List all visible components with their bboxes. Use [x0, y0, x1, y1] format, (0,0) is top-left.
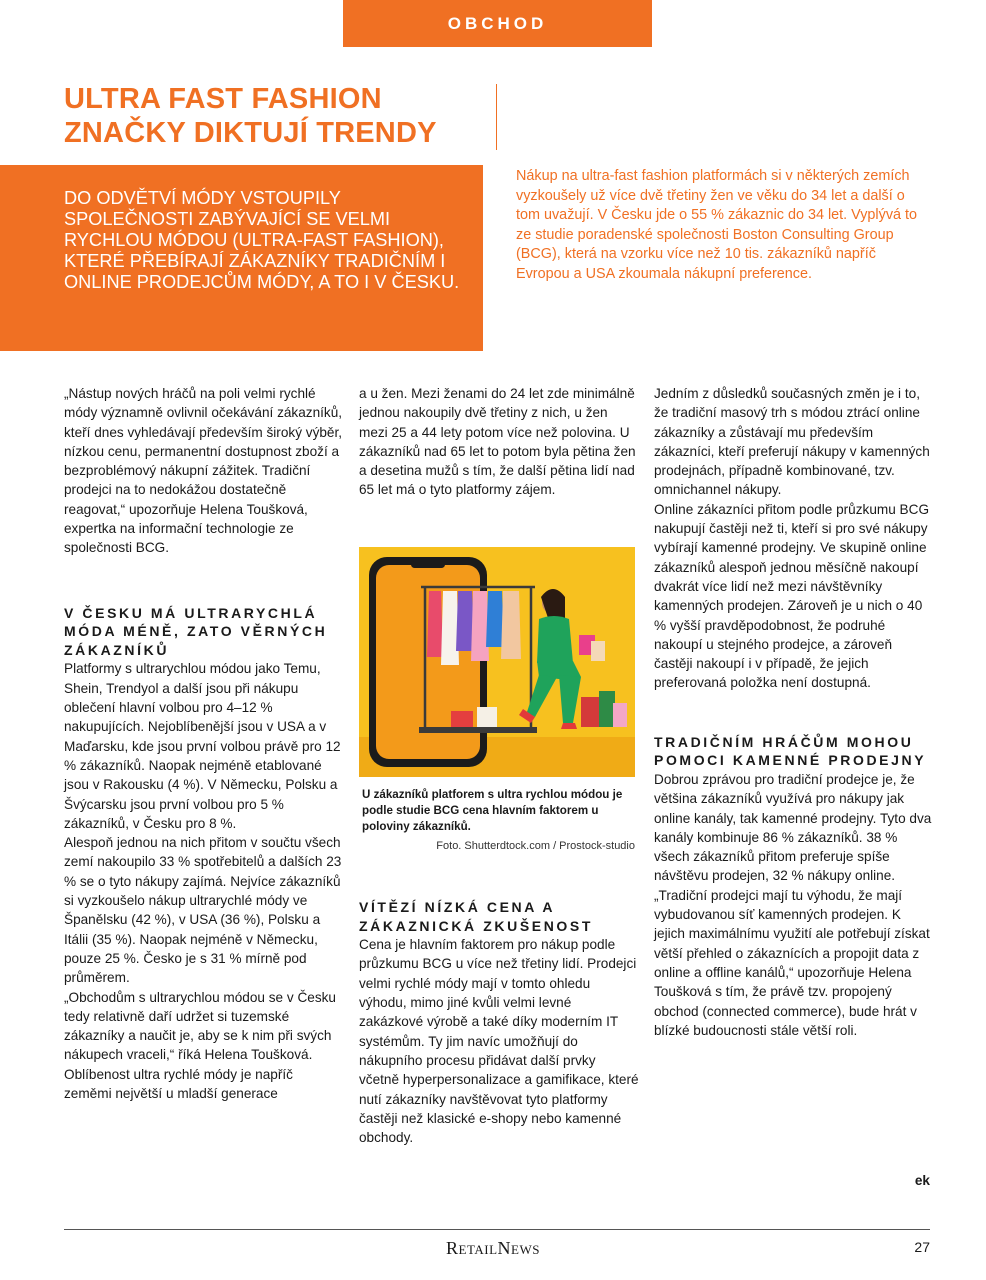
phone-illustration [369, 557, 487, 767]
headline-line-2: ZNAČKY DIKTUJÍ TRENDY [64, 117, 437, 149]
footer-divider [64, 1229, 930, 1230]
column-2-bottom [359, 898, 639, 1147]
photo-caption: U zákazníků platforem s ultra rychlou módou je podle studie BCG cena hlavním faktorem u poloviny zákazníků. [362, 788, 623, 833]
paragraph: Oblíbenost ultra rychlé módy je napříč zeměmi největší u mladší generace [64, 1066, 293, 1101]
article-photo [359, 547, 635, 777]
paragraph: Jedním z důsledků současných změn je i to, že tradiční masový trh s módou ztrácí online zákazníky a zůstávají mu především zákazníci, kteří preferují nákupy v kamenných prodejnách, případně kombinované, tzv. omnichannel nákupy. [654, 386, 930, 498]
headline-line-1: ULTRA FAST FASHION [64, 83, 382, 115]
subheading: TRADIČNÍM HRÁČŮM MOHOU POMOCI KAMENNÉ PRODEJNY [654, 733, 927, 769]
paragraph: Cena je hlavním faktorem pro nákup podle průzkumu BCG u více než třetiny lidí. Prodejci velmi rychlé módy mají v tomto ohledu výhodu, mimo jiné kvůli velmi levné zakázkové výrobě a také díky moderním IT systémům. Ty jim navíc umožňují do nákupního procesu přidávat další prvky včetně hyperpersonalizace a gamifikace, které nutí zákazníky navštěvovat tyto platformy častěji než klasické e-shopy nebo kamenné obchody. [359, 937, 639, 1146]
footer-logo: RetailNews [446, 1238, 540, 1258]
headline-divider [496, 84, 497, 150]
paragraph: a u žen. Mezi ženami do 24 let zde minimálně jednou nakoupily dvě třetiny z nich, u žen mezi 25 a 44 lety potom více než polovina. U zákazníků nad 65 let to potom byla pětina žen a desetina mužů s tím, že další pětina lidí nad 65 let má o tyto platformy zájem. [359, 386, 636, 498]
intro-paragraph: Nákup na ultra-fast fashion platformách si v některých zemích vyzkoušely už více dvě třetiny žen ve věku do 34 let a další o tom uvažují. V Česku jde o 55 % zákaznic do 34 let. Vyplývá to ze studie poradenské společnosti Boston Consulting Group (BCG), která na vzorku více než 10 tis. zákazníků napříč Evropou a USA zkoumala nákupní preference. [516, 168, 918, 282]
column-1 [64, 384, 344, 1103]
paragraph: Online zákazníci přitom podle průzkumu BCG nakupují častěji než ti, kteří si pro své nákupy vybírají kamenné prodejny. Ve skupině online zákazníků alespoň jednou měsíčně nakoupí dvakrát více lidí než mezi návštěvníky kamenných prodejen. Zároveň je u nich o 40 % vyšší pravděpodobnost, že podruhé nakoupí u stejného prodejce, a zároveň častěji nakoupí i v případě, že jejich preferovaná položka není dostupná. [654, 501, 930, 691]
subheading: VÍTĚZÍ NÍZKÁ CENA A ZÁKAZNICKÁ ZKUŠENOST [359, 899, 593, 934]
headline [64, 82, 494, 150]
column-3 [654, 384, 934, 1040]
paragraph: Alespoň jednou na nich přitom v součtu všech zemí nakoupilo 33 % spotřebitelů a dalších 23 % se o tyto nákupy zajímá. Nejvíce zákazníků si vyzkoušelo nákup ultrarychlé módy ve Španělsku (42 %), v USA (36 %), Polsku a Itálii (35 %). Naopak nejméně v Německu, pouze 25 %. Česko je s 31 % mírně pod průměrem. [64, 835, 342, 986]
author-signature: ek [914, 1173, 930, 1188]
paragraph: Dobrou zprávou pro tradiční prodejce je, že většina zákazníků využívá pro nákupy jak online kanály, tak kamenné prodejny. Tyto dva kanály kombinuje 86 % zákazníků. 38 % všech zákazníků přitom preferuje spíše návštěvu prodejen, 32 % nákupy online. [654, 771, 932, 884]
photo-credit: Foto. Shutterdtock.com / Prostock-studio [436, 840, 635, 852]
paragraph: „Tradiční prodejci mají tu výhodu, že mají vybudovanou síť kamenných prodejen. K jejich maximálnímu využití ale potřebují získat větší přehled o zákaznících a propojit data z online a offline kanálů,“ upozorňuje Helena Toušková s tím, že právě tzv. propojený obchod (connected commerce), bude hrát v blízké budoucnosti stále větší roli. [654, 887, 930, 1038]
paragraph: Platformy s ultrarychlou módou jako Temu, Shein, Trendyol a další jsou při nákupu oblečení hlavní volbou pro 4–12 % nakupujících. Nejoblíbenější jsou v USA a v Maďarsku, kde jsou první volbou právě pro 12 % zákazníků. Naopak nejméně etablované jsou v Rakousku (4 %). V Německu, Polsku a Švýcarsku jsou první volbou pro 5 % zákazníků, v Česku pro 8 %. [64, 661, 341, 831]
paragraph: „Obchodům s ultrarychlou módou se v Česku tedy relativně daří udržet si tuzemské zákazníky a naučit je, aby se k nim při svých nákupech vraceli,“ říká Helena Toušková. [64, 989, 336, 1063]
section-tab: OBCHOD [343, 0, 652, 47]
lead-text: DO ODVĚTVÍ MÓDY VSTOUPILY SPOLEČNOSTI ZABÝVAJÍCÍ SE VELMI RYCHLOU MÓDOU (ULTRA-FAST FASHION), KTERÉ PŘEBÍRAJÍ ZÁKAZNÍKY TRADIČNÍM I ONLINE PRODEJCŮM MÓDY, A TO I V ČESKU. [64, 188, 460, 292]
subheading: V ČESKU MÁ ULTRARYCHLÁ MÓDA MÉNĚ, ZATO VĚRNÝCH ZÁKAZNÍKŮ [64, 604, 328, 658]
page-number: 27 [914, 1239, 930, 1255]
lead-box [0, 165, 483, 351]
photo-illustration [359, 547, 635, 777]
paragraph: „Nástup nových hráčů na poli velmi rychlé módy významně ovlivnil očekávání zákazníků, kteří dnes vyhledávají především široký výběr, nízkou cenu, permanentní dostupnost zboží a bezproblémový nákupní zážitek. Tradiční prodejci na to nedokážou dostatečně reagovat,“ upozorňuje Helena Toušková, expertka na informační technologie ze společnosti BCG. [64, 386, 343, 556]
column-2-top [359, 384, 639, 500]
